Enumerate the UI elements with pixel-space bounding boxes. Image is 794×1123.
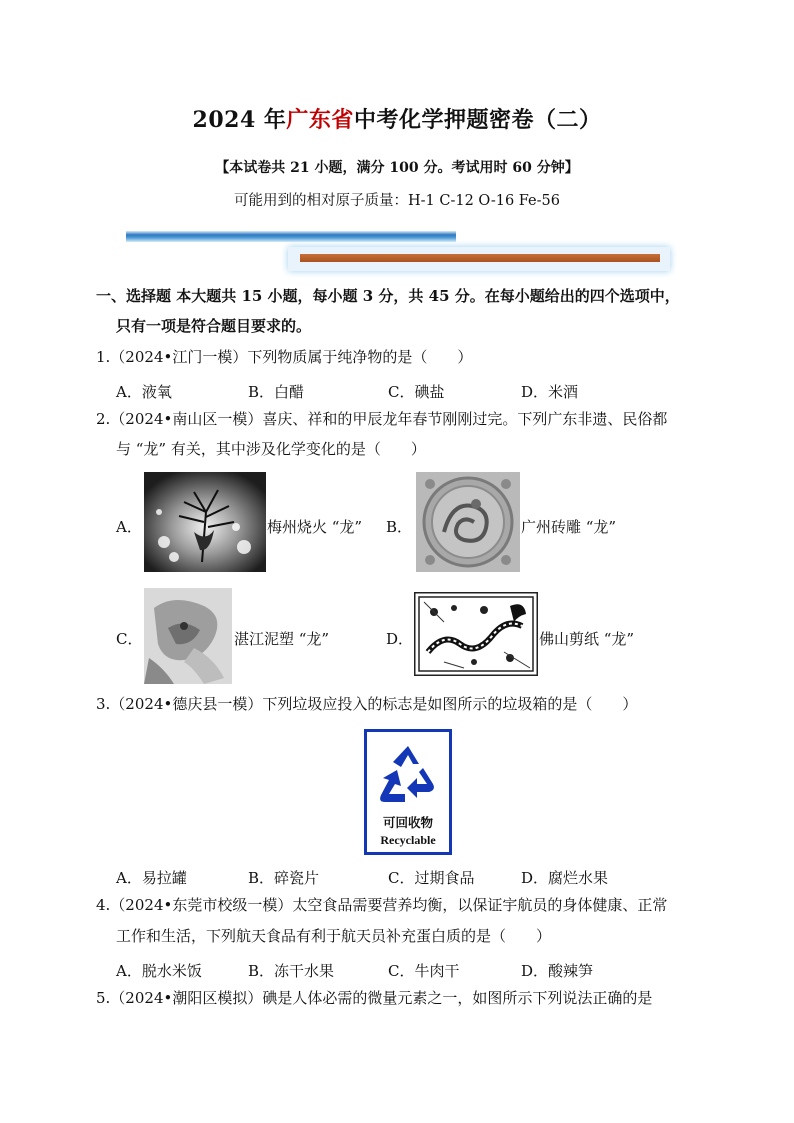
clay-sculpture-dragon-photo xyxy=(144,588,232,684)
q1-option-a: A．液氧 xyxy=(116,383,172,401)
q2-stem-line1: 2.（2024•南山区一模）喜庆、祥和的甲辰龙年春节刚刚过完。下列广东非遗、民俗都 xyxy=(96,410,668,428)
q4-option-c: C．牛肉干 xyxy=(388,962,460,980)
paper-cut-dragon-photo xyxy=(414,592,538,676)
recycle-icon xyxy=(373,740,443,812)
brick-carving-dragon-photo xyxy=(416,472,520,572)
q2-option-d-letter: D． xyxy=(386,630,414,648)
q3-option-b: B．碎瓷片 xyxy=(248,869,320,887)
q2-option-b-caption: 广州砖雕 “龙” xyxy=(521,518,617,536)
title-suffix: 中考化学押题密卷（二） xyxy=(353,107,602,133)
q4-stem-line1: 4.（2024•东莞市校级一模）太空食品需要营养均衡，以保证宇航员的身体健康、正常 xyxy=(96,896,668,914)
q2-option-d-caption: 佛山剪纸 “龙” xyxy=(539,630,635,648)
sign-english-label: Recyclable xyxy=(380,833,436,847)
q4-stem-line2: 工作和生活，下列航天食品有利于航天员补充蛋白质的是（ ） xyxy=(116,927,552,945)
q1-option-c: C．碘盐 xyxy=(388,383,445,401)
sign-chinese-label: 可回收物 xyxy=(382,815,433,830)
q2-option-b-letter: B． xyxy=(386,518,413,536)
exam-info: 【本试卷共 21 小题，满分 100 分。考试用时 60 分钟】 xyxy=(215,160,579,176)
atomic-masses: 可能用到的相对原子质量：H-1 C-12 O-16 Fe-56 xyxy=(233,193,560,209)
q4-option-b: B．冻干水果 xyxy=(248,962,335,980)
title-province: 广东省 xyxy=(286,107,354,133)
q3-option-d: D．腐烂水果 xyxy=(521,869,609,887)
q4-option-d: D．酸辣笋 xyxy=(521,962,594,980)
q2-option-a-letter: A． xyxy=(116,518,142,536)
section-heading-line2: 只有一项是符合题目要求的。 xyxy=(116,317,312,335)
q1-option-d: D．米酒 xyxy=(521,383,579,401)
exam-title xyxy=(0,103,794,134)
q2-option-c-caption: 湛江泥塑 “龙” xyxy=(234,630,330,648)
q3-option-a: A．易拉罐 xyxy=(116,869,187,887)
q3-option-c: C．过期食品 xyxy=(388,869,475,887)
decorative-bar-orange xyxy=(288,247,670,271)
fire-dragon-photo xyxy=(144,472,266,572)
q2-stem-line2: 与 “龙” 有关，其中涉及化学变化的是（ ） xyxy=(116,440,426,458)
q2-option-c-letter: C． xyxy=(116,630,143,648)
decorative-bar-blue xyxy=(126,231,456,242)
title-prefix: 2024 年 xyxy=(192,107,287,133)
section-heading-line1: 一、选择题 本大题共 15 小题，每小题 3 分，共 45 分。在每小题给出的四个选项中， xyxy=(96,287,680,305)
q5-stem: 5.（2024•潮阳区模拟）碘是人体必需的微量元素之一，如图所示下列说法正确的是 xyxy=(96,989,653,1007)
q4-option-a: A．脱水米饭 xyxy=(116,962,202,980)
recyclable-sign xyxy=(364,729,452,855)
q1-stem: 1.（2024•江门一模）下列物质属于纯净物的是（ ） xyxy=(96,348,473,366)
q3-stem: 3.（2024•德庆县一模）下列垃圾应投入的标志是如图所示的垃圾箱的是（ ） xyxy=(96,695,638,713)
q2-option-a-caption: 梅州烧火 “龙” xyxy=(267,518,363,536)
q1-option-b: B．白醋 xyxy=(248,383,305,401)
